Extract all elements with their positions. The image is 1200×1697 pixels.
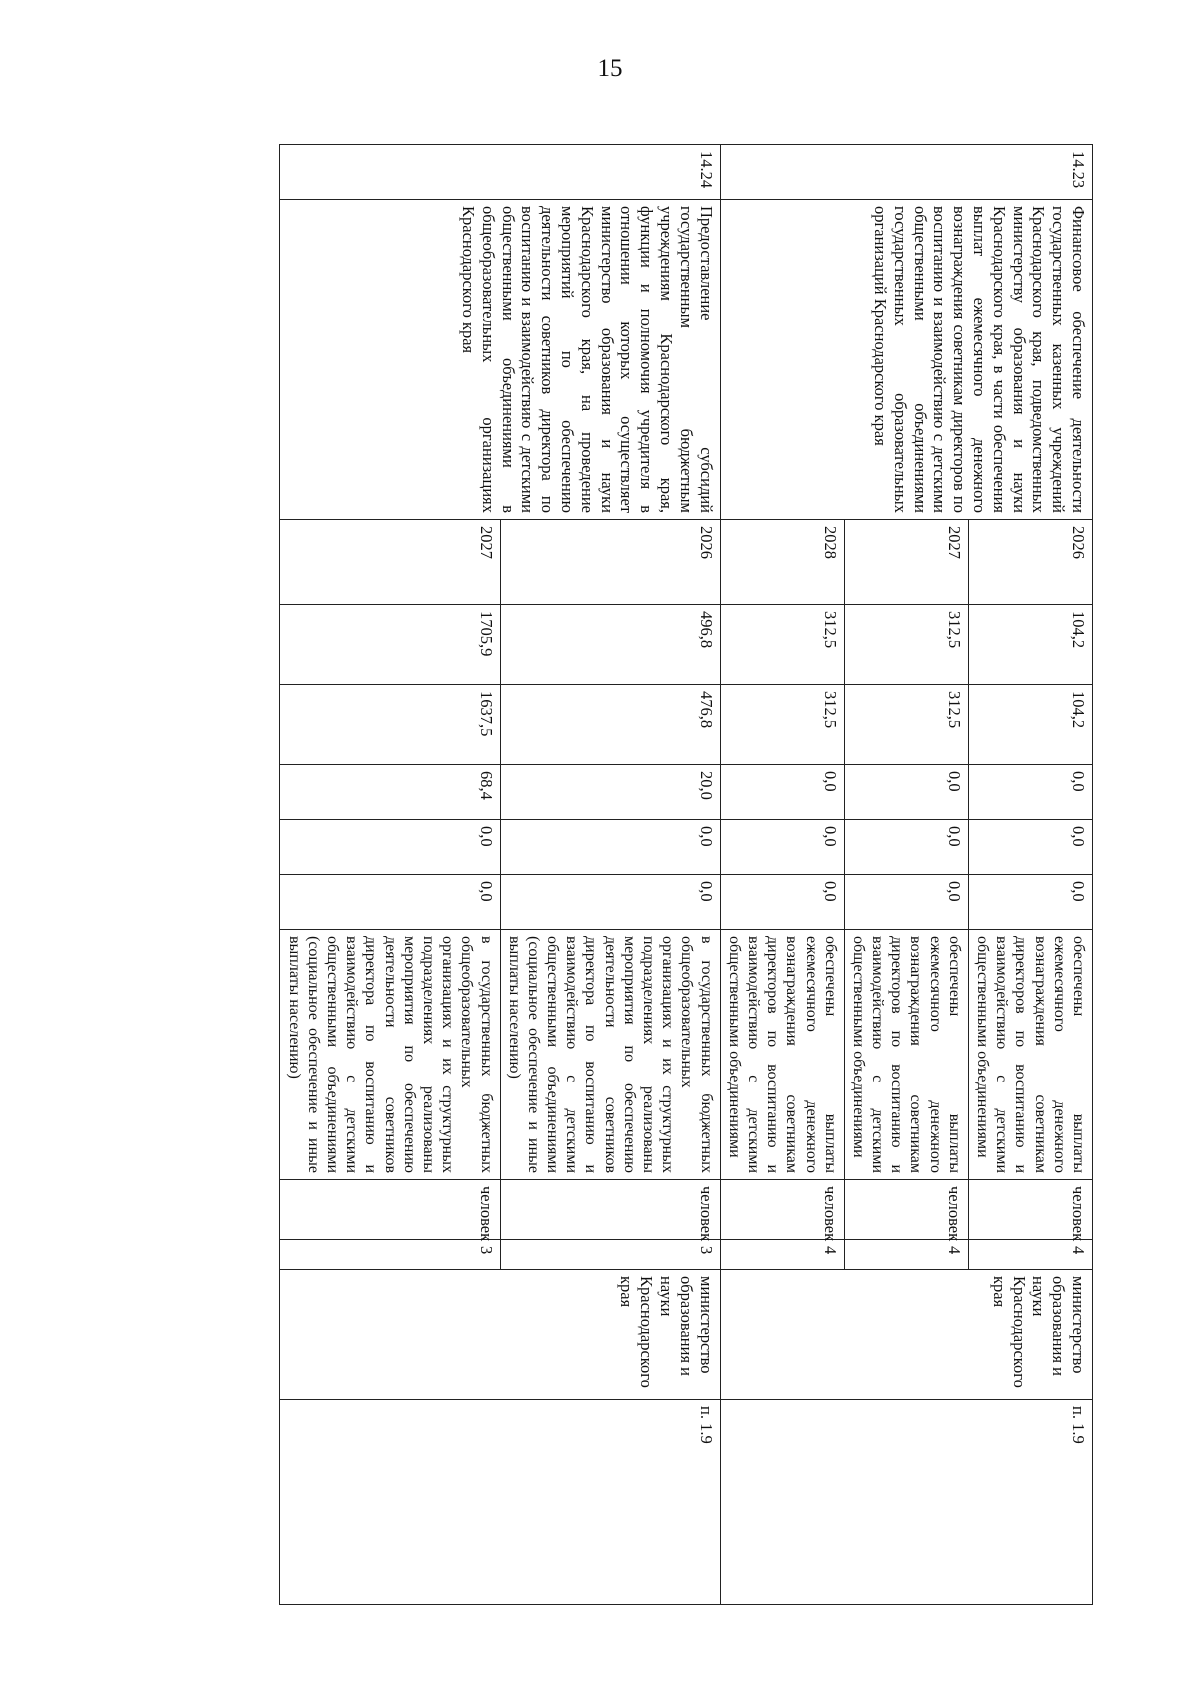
result-cell: обеспечены выплаты ежемесячного денежного вознаграждения советникам директоров по воспитанию и взаимодействию с детскими общественными объединениями	[720, 930, 844, 1180]
result-cell: обеспечены выплаты ежемесячного денежного вознаграждения советникам директоров по воспитанию и взаимодействию с детскими общественными объединениями	[968, 930, 1092, 1180]
row-number: 14.23	[720, 145, 1092, 200]
budget-cell: 20,0	[500, 765, 720, 820]
table-row	[500, 145, 720, 1605]
budget-cell: 104,2	[968, 685, 1092, 765]
unit-cell: человек	[280, 1180, 500, 1240]
year-cell: 2027	[844, 520, 968, 605]
budget-cell: 0,0	[844, 875, 968, 930]
budget-cell: 68,4	[280, 765, 500, 820]
value-cell: 4	[720, 1240, 844, 1270]
budget-cell: 0,0	[500, 820, 720, 875]
row-number: 14.24	[280, 145, 720, 200]
rotated-table-container	[183, 144, 1093, 1604]
budget-cell: 312,5	[720, 685, 844, 765]
budget-cell: 0,0	[280, 820, 500, 875]
page-number: 15	[597, 55, 623, 82]
unit-cell: человек	[844, 1180, 968, 1240]
budget-cell: 0,0	[720, 875, 844, 930]
total-cell: 312,5	[844, 605, 968, 685]
budget-cell: 0,0	[844, 820, 968, 875]
value-cell: 3	[500, 1240, 720, 1270]
unit-cell: человек	[500, 1180, 720, 1240]
value-cell: 4	[844, 1240, 968, 1270]
budget-cell: 0,0	[968, 765, 1092, 820]
result-cell: в государственных бюджетных общеобразовательных организациях и их структурных подразделениях реализованы мероприятия по обеспечению деятельности советников директора по воспитанию и взаимодействию с детскими общественными объединениями (социальное обеспечение и иные выплаты населению)	[500, 930, 720, 1180]
program-table	[280, 144, 1094, 1605]
measure-title: Финансовое обеспечение деятельности государственных казенных учреждений Краснодарского края, подведомственных министерству образования и науки Краснодарского края, в части обеспечения выплат ежемесячного денежного вознаграждения советникам директоров по воспитанию и взаимодействию с детскими общественными объединениями государственных образовательных организаций Краснодарского края	[720, 200, 1092, 520]
total-cell: 496,8	[500, 605, 720, 685]
budget-cell: 0,0	[720, 820, 844, 875]
budget-cell: 0,0	[720, 765, 844, 820]
total-cell: 104,2	[968, 605, 1092, 685]
year-cell: 2027	[280, 520, 500, 605]
unit-cell: человек	[968, 1180, 1092, 1240]
budget-cell: 0,0	[280, 875, 500, 930]
budget-cell: 0,0	[500, 875, 720, 930]
executor-cell: министерство образования и науки Краснодарского края	[280, 1270, 720, 1400]
budget-cell: 0,0	[844, 765, 968, 820]
year-cell: 2028	[720, 520, 844, 605]
year-cell: 2026	[500, 520, 720, 605]
result-cell: обеспечены выплаты ежемесячного денежного вознаграждения советникам директоров по воспитанию и взаимодействию с детскими общественными объединениями	[844, 930, 968, 1180]
budget-cell: 312,5	[844, 685, 968, 765]
budget-cell: 0,0	[968, 875, 1092, 930]
year-cell: 2026	[968, 520, 1092, 605]
value-cell: 4	[968, 1240, 1092, 1270]
budget-cell: 1637,5	[280, 685, 500, 765]
unit-cell: человек	[720, 1180, 844, 1240]
result-cell: в государственных бюджетных общеобразовательных организациях и их структурных подразделениях реализованы мероприятия по обеспечению деятельности советников директора по воспитанию и взаимодействию с детскими общественными объединениями (социальное обеспечение и иные выплаты населению)	[280, 930, 500, 1180]
value-cell: 3	[280, 1240, 500, 1270]
measure-title: Предоставление субсидий государственным бюджетным учреждениям Краснодарского края, функции и полномочия учредителя в отношении которых осуществляет министерство образования и науки Краснодарского края, на проведение мероприятий по обеспечению деятельности советников директора по воспитанию и взаимодействию с детскими общественными объединениями в общеобразовательных организациях Краснодарского края	[280, 200, 720, 520]
reference-cell: п. 1.9	[280, 1400, 720, 1605]
table-row	[968, 145, 1092, 1605]
total-cell: 1705,9	[280, 605, 500, 685]
reference-cell: п. 1.9	[720, 1400, 1092, 1605]
budget-cell: 0,0	[968, 820, 1092, 875]
total-cell: 312,5	[720, 605, 844, 685]
executor-cell: министерство образования и науки Краснодарского края	[720, 1270, 1092, 1400]
budget-cell: 476,8	[500, 685, 720, 765]
